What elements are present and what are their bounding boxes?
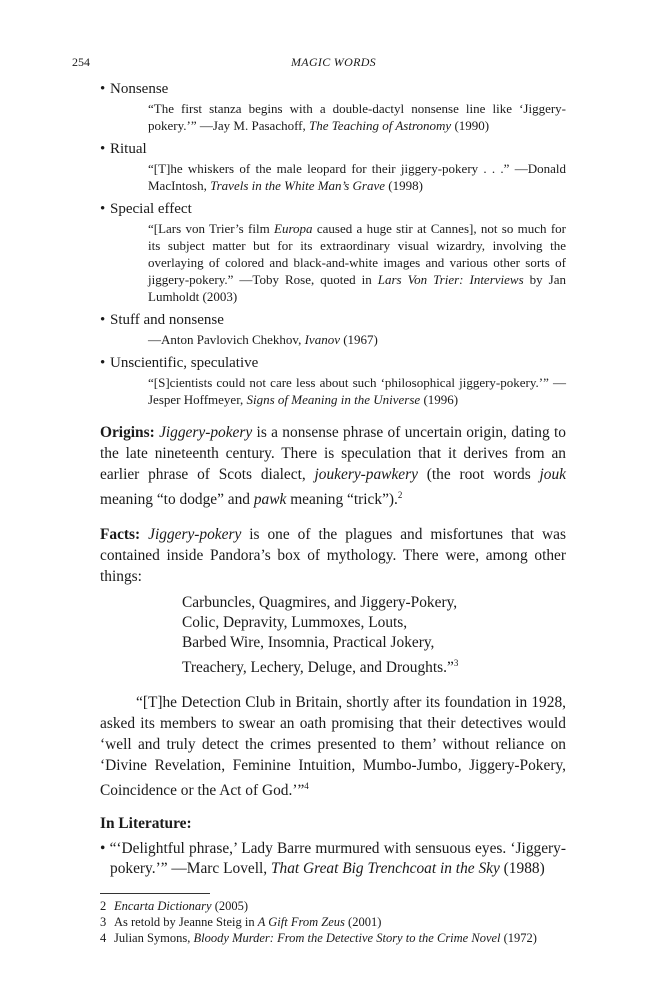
running-title: MAGIC WORDS (291, 55, 376, 69)
poem-line: Colic, Depravity, Lummoxes, Louts, (182, 614, 408, 632)
poem-line: Treachery, Lechery, Deluge, and Droughts.”$^3$ (182, 658, 459, 677)
sense-item (100, 80, 566, 134)
facts-label: Facts: (100, 526, 141, 544)
page-number: 254 (72, 55, 90, 69)
poem-line: Carbuncles, Quagmires, and Jiggery-Pokery, (182, 594, 458, 612)
literature-item: • “‘Delightful phrase,’ Lady Barre murmured with sensuous eyes. ‘Jiggery-pokery.’” —Marc Lovell, That Great Big Trenchcoat in the Sky (1988) (100, 840, 566, 878)
footnote: 2 Encarta Dictionary (2005) (100, 899, 249, 913)
sense-item (100, 311, 566, 348)
page-body (100, 80, 566, 879)
sense-quote: “[Lars von Trier’s film Europa caused a huge stir at Cannes], not so much for its subject matter but for its extraordinary visual wizardry, involving the overlaying of colored and black-and-white images and various other sorts of jiggery-pokery.” —Toby Rose, quoted in Lars Von Trier: Interviews by Jan Lumholdt (2003) (148, 221, 567, 304)
poem-line: Barbed Wire, Insomnia, Practical Jokery, (182, 634, 435, 652)
page-header (72, 55, 595, 71)
poem-quote (182, 593, 566, 678)
sense-item (100, 354, 566, 408)
sense-label: • Unscientific, speculative (100, 355, 259, 371)
footnote-ref[interactable]: 4 (304, 781, 309, 792)
facts-paragraph: Facts: Jiggery-pokery is one of the plagues and misfortunes that was contained inside Pandora’s box of mythology. There were, among other things: (100, 526, 566, 586)
sense-item (100, 200, 566, 305)
literature-heading: In Literature: (100, 815, 192, 833)
sense-item (100, 140, 566, 194)
sense-quote: “[T]he whiskers of the male leopard for their jiggery-pokery . . .” —Donald MacIntosh, Travels in the White Man’s Grave (1998) (148, 161, 566, 193)
footnote: 3 As retold by Jeanne Steig in A Gift From Zeus (2001) (100, 915, 382, 929)
origins-label: Origins: (100, 424, 155, 441)
footnote-ref[interactable]: 3 (453, 658, 459, 669)
sense-label: • Ritual (100, 141, 147, 157)
sense-quote: “The first stanza begins with a double-dactyl nonsense line like ‘Jiggery-pokery.’” —Jay M. Pasachoff, The Teaching of Astronomy (1990) (148, 101, 566, 133)
sense-label: • Nonsense (100, 81, 169, 97)
footnote: 4 Julian Symons, Bloody Murder: From the Detective Story to the Crime Novel (1972) (100, 931, 537, 945)
sense-label: • Special effect (100, 201, 192, 217)
sense-quote: “[S]cientists could not care less about such ‘philosophical jiggery-pokery.’” —Jesper Hoffmeyer, Signs of Meaning in the Universe (1996) (148, 375, 566, 407)
detection-club-paragraph: “[T]he Detection Club in Britain, shortly after its foundation in 1928, asked its members to swear an oath promising that their detectives would ‘well and truly detect the crimes presented to them’ without reliance on ‘Divine Revelation, Feminine Intuition, Mumbo-Jumbo, Jiggery-Pokery, Coincidence or the Act of God.’”$^4$ (100, 694, 566, 800)
origins-paragraph: Origins: Jiggery-pokery is a nonsense phrase of uncertain origin, dating to the late nineteenth century. There is speculation that it derives from an earlier phrase of Scots dialect, joukery-pawkery (the root words jouk meaning “to dodge” and pawk meaning “trick”).$^2$ (100, 424, 566, 509)
footnote-divider (100, 893, 210, 894)
footnotes (100, 898, 566, 946)
sense-quote: —Anton Pavlovich Chekhov, Ivanov (1967) (148, 332, 378, 347)
footnote-ref[interactable]: 2 (397, 490, 403, 500)
sense-label: • Stuff and nonsense (100, 312, 224, 328)
